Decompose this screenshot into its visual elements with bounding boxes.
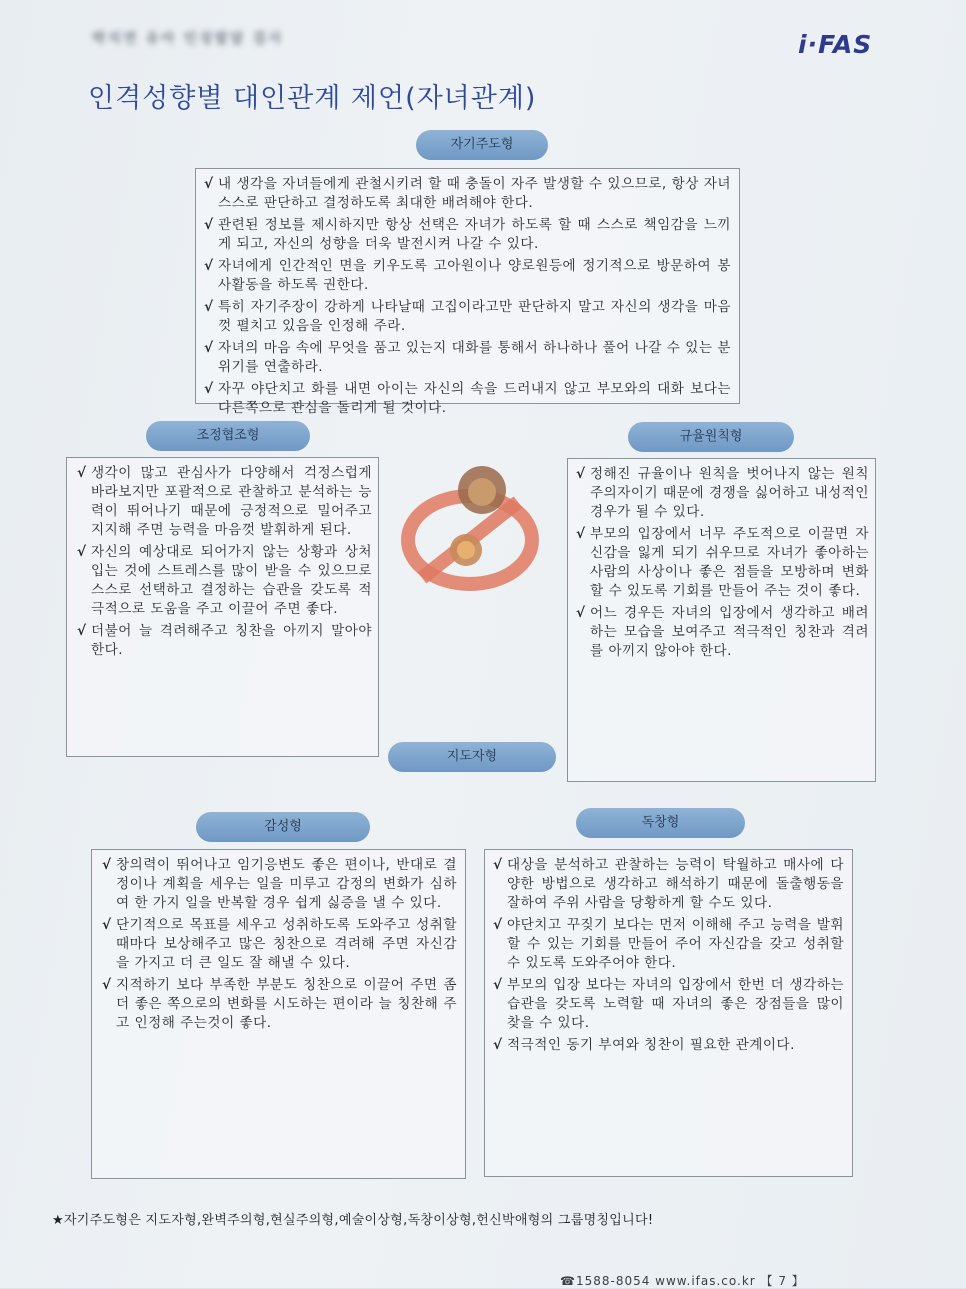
bullet-text: 생각이 많고 관심사가 다양해서 걱정스럽게 바라보지만 포괄적으로 관찰하고 분석하는 능력이 뛰어나기 때문에 긍정적으로 밀어주고 지지해 주면 능력을 마음껏 발휘하게 된다. [91,465,372,538]
bullet-item [77,464,372,540]
footnote: ★자기주도형은 지도자형,완벽주의형,현실주의형,예술이상형,독창이상형,헌신박애형의 그룹명칭입니다! [52,1213,654,1228]
box-bottom-left [91,849,466,1179]
list-bottom-left [102,856,457,1033]
checkmark-icon: √ [204,258,214,274]
logo-text: i·FAS [798,30,873,59]
bullet-item [204,257,731,295]
checkmark-icon: √ [493,1037,503,1053]
list-right [576,465,869,661]
checkmark-icon: √ [204,299,214,315]
page-footer: ☎1588-8054 www.ifas.co.kr 【 7 】 [560,1274,805,1288]
checkmark-icon: √ [102,917,112,933]
family-emblem-icon [400,460,540,600]
ifas-logo [798,30,872,59]
bullet-text: 자녀의 마음 속에 무엇을 품고 있는지 대화를 통해서 하나하나 풀어 나갈 수 있는 분위기를 연출하라. [218,340,731,375]
bullet-item [102,856,457,913]
bullet-item [204,298,731,336]
bullet-text: 자신의 예상대로 되어가지 않는 상황과 상처입는 것에 스트레스를 많이 받을 수 있으므로 스스로 선택하고 결정하는 습관을 갖도록 적극적으로 도움을 주고 이끌어 주면 좋다. [91,544,372,617]
label-top: 자기주도형 [416,130,548,160]
box-bottom-right [484,849,853,1177]
checkmark-icon: √ [204,381,214,397]
bullet-item [102,916,457,973]
bullet-text: 내 생각을 자녀들에게 관철시키려 할 때 충돌이 자주 발생할 수 있으므로, 항상 자녀 스스로 판단하고 결정하도록 최대한 배려해야 한다. [218,176,731,211]
bullet-text: 야단치고 꾸짖기 보다는 먼저 이해해 주고 능력을 발휘할 수 있는 기회를 만들어 주어 자신감을 갖고 성취할 수 있도록 도와주어야 한다. [507,917,844,971]
list-left [77,464,372,660]
checkmark-icon: √ [204,176,214,192]
label-right: 규율원칙형 [628,422,794,452]
bullet-text: 더불어 늘 격려해주고 칭찬을 아끼지 말아야 한다. [91,623,372,658]
blurred-header-text: 박지연 유아 인성발달 검사 [92,31,284,47]
label-center: 지도자형 [388,742,556,772]
checkmark-icon: √ [77,623,87,639]
box-right [567,458,876,782]
bullet-item [576,465,869,522]
checkmark-icon: √ [102,977,112,993]
bullet-text: 창의력이 뛰어나고 임기응변도 좋은 편이나, 반대로 결정이나 계획을 세우는 일을 미루고 감정의 변화가 심하여 한 가지 일을 반복할 경우 쉽게 싫증을 낼 수 있다. [116,857,457,911]
page-title: 인격성향별 대인관계 제언(자녀관계) [88,83,537,114]
checkmark-icon: √ [576,605,586,621]
checkmark-icon: √ [77,465,87,481]
list-bottom-right [493,856,844,1055]
bullet-text: 자녀에게 인간적인 면을 키우도록 고아원이나 양로원등에 정기적으로 방문하여 봉사활동을 하도록 권한다. [218,258,731,293]
bullet-text: 어느 경우든 자녀의 입장에서 생각하고 배려하는 모습을 보여주고 적극적인 칭찬과 격려를 아끼지 않아야 한다. [590,605,869,659]
bullet-text: 적극적인 동기 부여와 칭찬이 필요한 관계이다. [507,1037,795,1053]
bullet-text: 부모의 입장 보다는 자녀의 입장에서 한번 더 생각하는 습관을 갖도록 노력할 때 자녀의 좋은 장점들을 많이 찾을 수 있다. [507,977,844,1031]
checkmark-icon: √ [493,977,503,993]
checkmark-icon: √ [77,544,87,560]
bullet-item [204,380,731,418]
bullet-item [576,525,869,601]
label-bottom-left: 감성형 [196,812,370,842]
bullet-text: 자꾸 야단치고 화를 내면 아이는 자신의 속을 드러내지 않고 부모와의 대화 보다는 다른쪽으로 관심을 돌리게 될 것이다. [218,381,731,416]
checkmark-icon: √ [204,340,214,356]
bullet-item [102,976,457,1033]
checkmark-icon: √ [204,217,214,233]
bullet-item [493,976,844,1033]
checkmark-icon: √ [102,857,112,873]
bullet-item [576,604,869,661]
box-top [195,168,740,416]
bullet-item [77,622,372,660]
bullet-text: 특히 자기주장이 강하게 나타날때 고집이라고만 판단하지 말고 자신의 생각을 마음껏 펼치고 있음을 인정해 주라. [218,299,731,334]
bullet-text: 대상을 분석하고 관찰하는 능력이 탁월하고 매사에 다양한 방법으로 생각하고 해석하기 때문에 돌출행동을 잘하여 주위 사람을 당황하게 할 수도 있다. [507,857,844,911]
bullet-text: 부모의 입장에서 너무 주도적으로 이끌면 자신감을 잃게 되기 쉬우므로 자녀가 좋아하는 사람의 사상이나 좋은 점들을 모방하며 변화할 수 있도록 기회를 만들어 주는 것이 좋다. [590,526,869,599]
bullet-item [204,339,731,377]
bullet-text: 지적하기 보다 부족한 부분도 칭찬으로 이끌어 주면 좀 더 좋은 쪽으로의 변화를 시도하는 편이라 늘 칭찬해 주고 인정해 주는것이 좋다. [116,977,457,1031]
checkmark-icon: √ [576,526,586,542]
bullet-item [204,216,731,254]
bullet-item [493,856,844,913]
bullet-text: 정해진 규율이나 원칙을 벗어나지 않는 원칙주의자이기 때문에 경쟁을 싫어하고 내성적인 경우가 될 수 있다. [590,466,869,520]
list-top [204,175,731,418]
checkmark-icon: √ [493,857,503,873]
bullet-item [204,175,731,213]
box-left [66,457,379,757]
bullet-item [493,916,844,973]
checkmark-icon: √ [576,466,586,482]
label-left: 조정협조형 [146,421,310,451]
label-bottom-right: 독창형 [576,808,745,838]
bullet-item [77,543,372,619]
checkmark-icon: √ [493,917,503,933]
bullet-text: 관련된 정보를 제시하지만 항상 선택은 자녀가 하도록 할 때 스스로 책임감을 느끼게 되고, 자신의 성향을 더욱 발전시켜 나갈 수 있다. [218,217,731,252]
bullet-text: 단기적으로 목표를 세우고 성취하도록 도와주고 성취할때마다 보상해주고 많은 칭찬으로 격려해 주면 자신감을 가지고 더 큰 일도 잘 해낼 수 있다. [116,917,457,971]
bullet-item [493,1036,844,1055]
